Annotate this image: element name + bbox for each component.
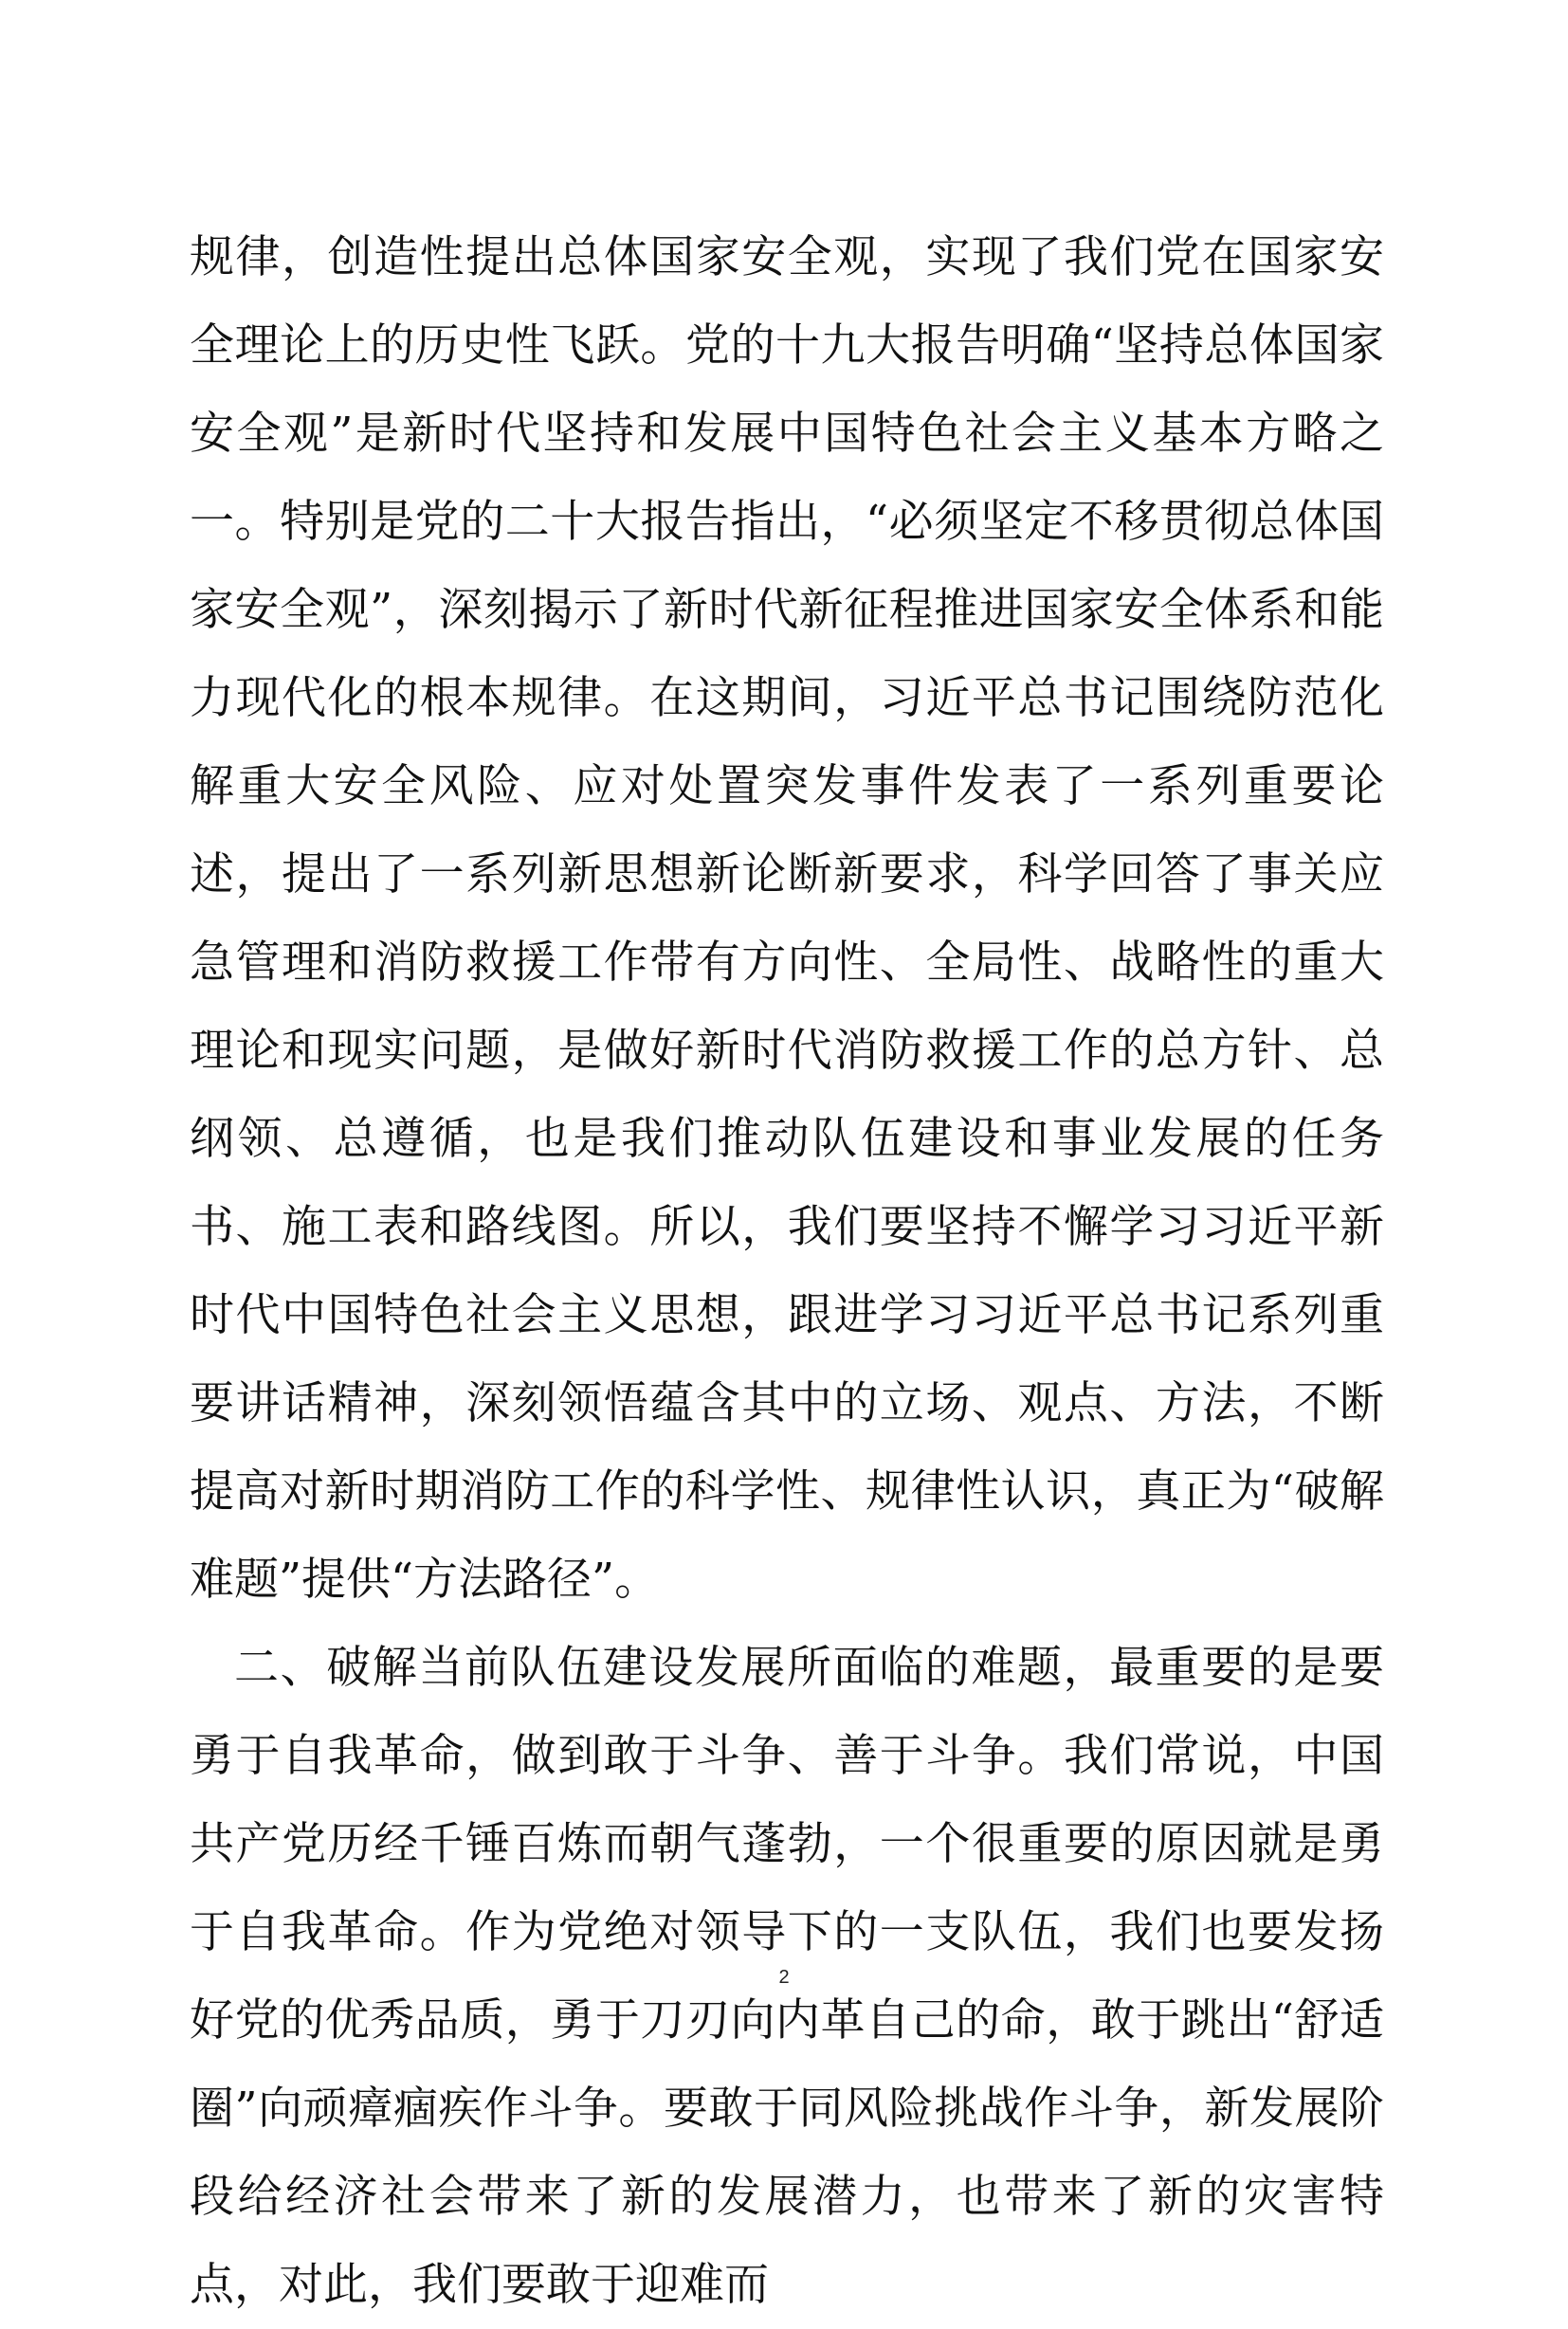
body-text <box>190 213 1384 2329</box>
page-number: 2 <box>778 1967 790 1988</box>
paragraph-1: 规律，创造性提出总体国家安全观，实现了我们党在国家安全理论上的历史性飞跃。党的十九大报告明确“坚持总体国家安全观”是新时代坚持和发展中国特色社会主义基本方略之一。特别是党的二十大报告指出，“必须坚定不移贯彻总体国家安全观”，深刻揭示了新时代新征程推进国家安全体系和能力现代化的根本规律。在这期间，习近平总书记围绕防范化解重大安全风险、应对处置突发事件发表了一系列重要论述，提出了一系列新思想新论断新要求，科学回答了事关应急管理和消防救援工作带有方向性、全局性、战略性的重大理论和现实问题，是做好新时代消防救援工作的总方针、总纲领、总遵循，也是我们推动队伍建设和事业发展的任务书、施工表和路线图。所以，我们要坚持不懈学习习近平新时代中国特色社会主义思想，跟进学习习近平总书记系列重要讲话精神，深刻领悟蕴含其中的立场、观点、方法，不断提高对新时期消防工作的科学性、规律性认识，真正为“破解难题”提供“方法路径”。 <box>190 231 1384 1606</box>
paragraph-2: 二、破解当前队伍建设发展所面临的难题，最重要的是要勇于自我革命，做到敢于斗争、善于斗争。我们常说，中国共产党历经千锤百炼而朝气蓬勃，一个很重要的原因就是勇于自我革命。作为党绝对领导下的一支队伍，我们也要发扬好党的优秀品质，勇于刀刃向内革自己的命，敢于跳出“舒适圈”向顽瘴痼疾作斗争。要敢于同风险挑战作斗争，新发展阶段给经济社会带来了新的发展潜力，也带来了新的灾害特点，对此，我们要敢于迎难而 <box>190 1642 1384 2311</box>
